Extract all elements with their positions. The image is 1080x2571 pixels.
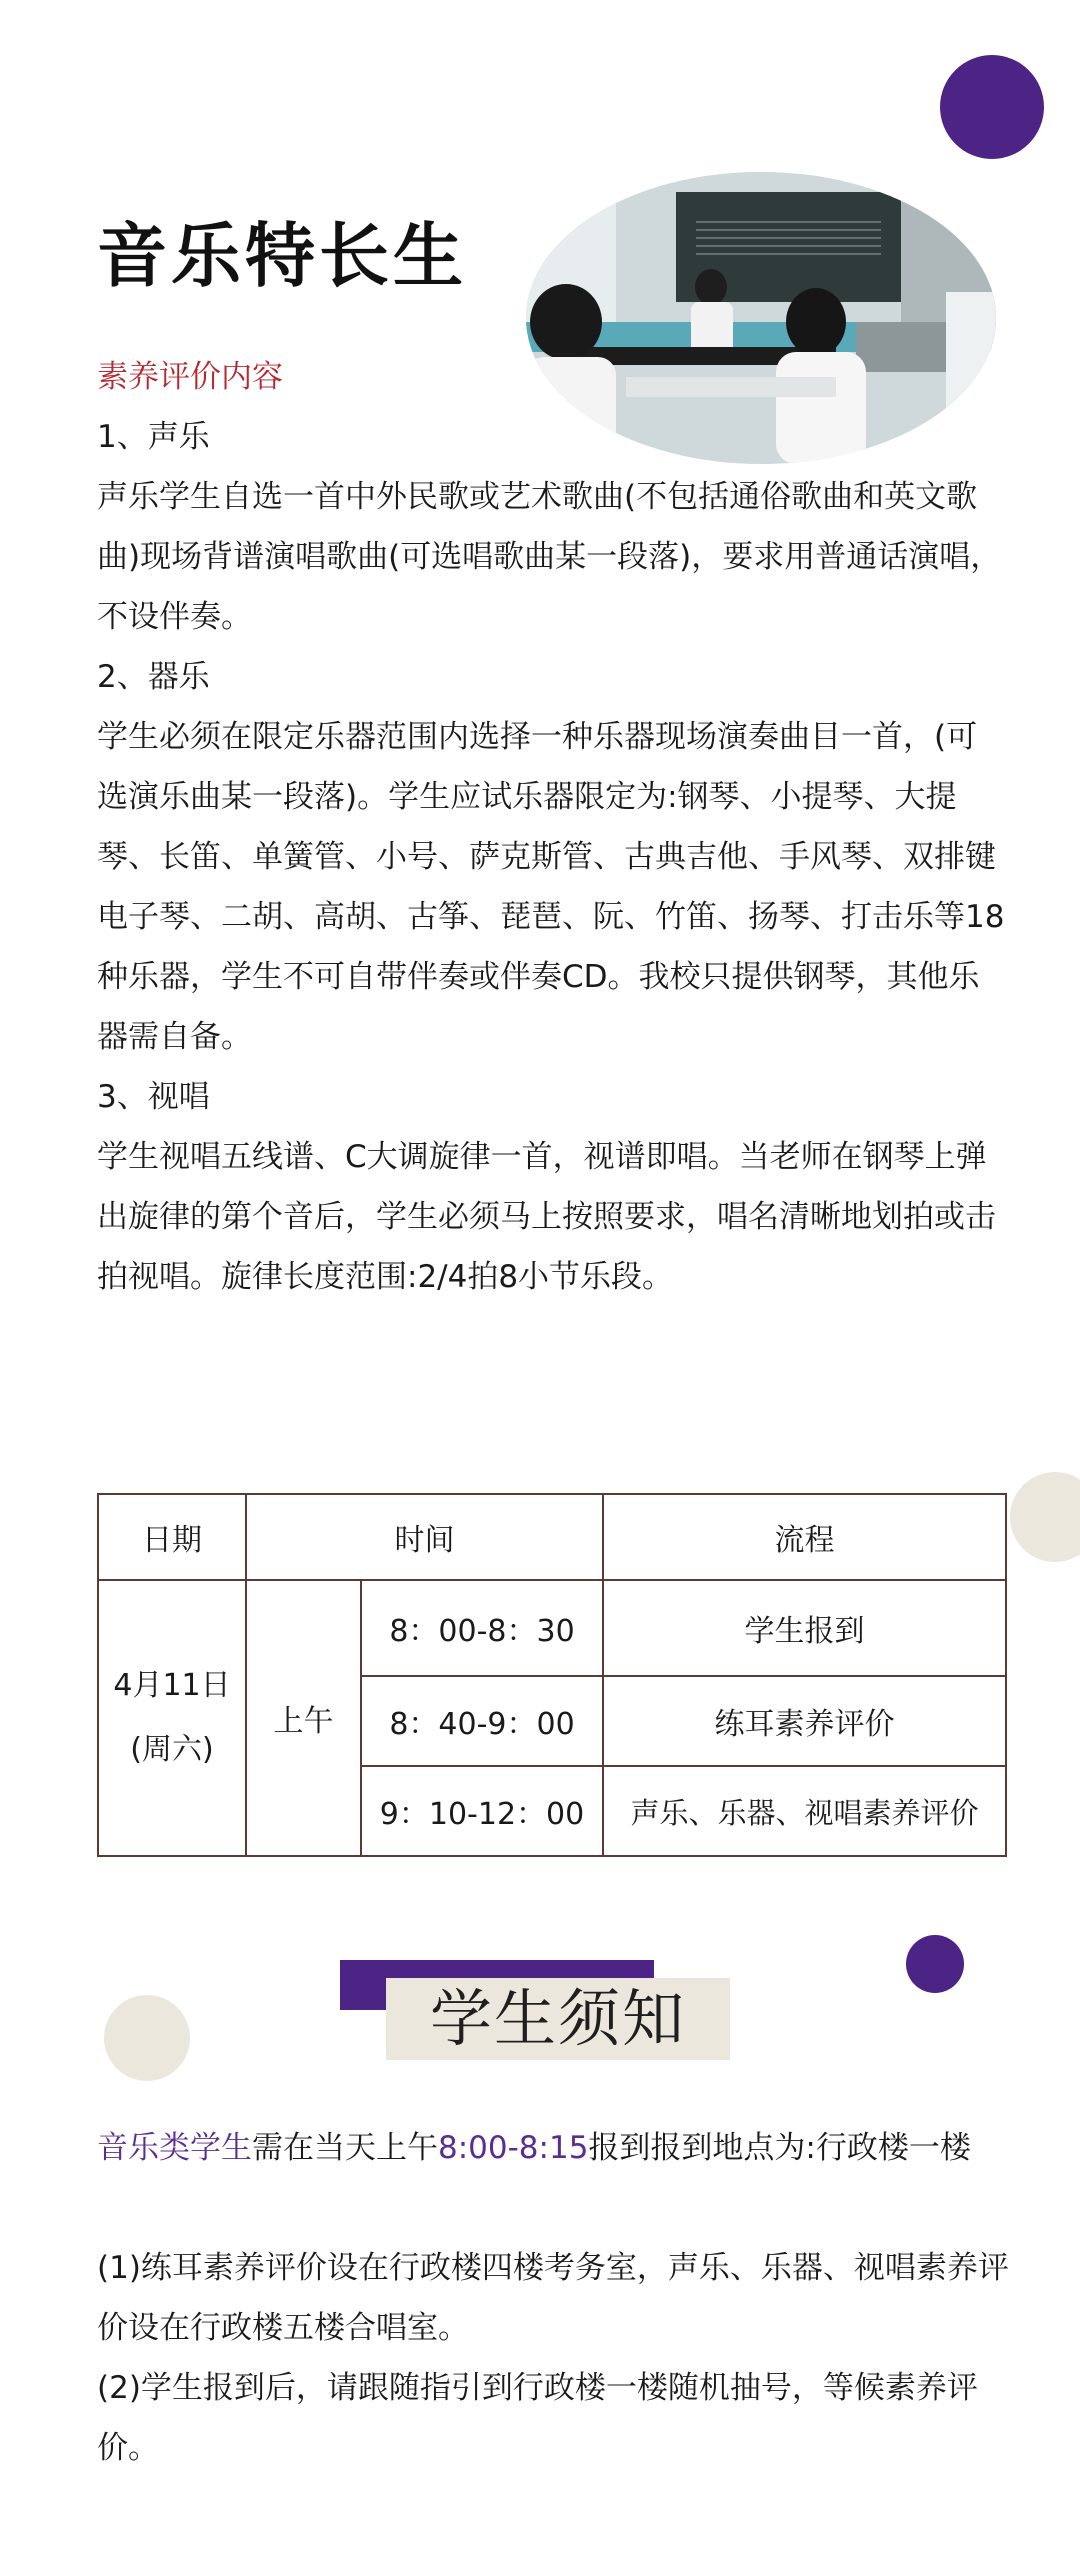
page-title: 音乐特长生 bbox=[97, 215, 467, 297]
spacer bbox=[97, 2178, 1009, 2238]
decorative-circle-beige-left bbox=[104, 1995, 190, 2081]
notice-intro bbox=[97, 2118, 1009, 2178]
time-cell: 8：40-9：00 bbox=[361, 1676, 603, 1766]
header-time: 时间 bbox=[246, 1494, 603, 1580]
time-cell: 9：10-12：00 bbox=[361, 1766, 603, 1856]
notice-report-time: 8:00-8:15 bbox=[438, 2130, 589, 2166]
notice-highlight: 音乐类学生 bbox=[97, 2130, 252, 2166]
decorative-circle-beige-right bbox=[1010, 1472, 1080, 1562]
notice-intro-location: 报到报到地点为:行政楼一楼 bbox=[588, 2130, 971, 2166]
notice-item-2: (2)学生报到后，请跟随指引到行政楼一楼随机抽号，等候素养评价。 bbox=[97, 2370, 978, 2466]
section-heading: 素养评价内容 bbox=[97, 359, 283, 395]
process-cell: 声乐、乐器、视唱素养评价 bbox=[603, 1766, 1006, 1856]
sightsing-body: 学生视唱五线谱、C大调旋律一首，视谱即唱。当老师在钢琴上弹出旋律的第个音后，学生必须马上按照要求，唱名清晰地划拍或击拍视唱。旋律长度范围:2/4拍8小节乐段。 bbox=[97, 1139, 996, 1295]
period-cell: 上午 bbox=[246, 1580, 361, 1856]
vocal-heading: 1、声乐 bbox=[97, 419, 210, 455]
schedule-table bbox=[97, 1493, 1007, 1857]
date-line: 4月11日 bbox=[113, 1668, 231, 1703]
instrument-heading: 2、器乐 bbox=[97, 659, 210, 695]
table-row bbox=[98, 1580, 1006, 1676]
process-cell: 学生报到 bbox=[603, 1580, 1006, 1676]
notice-intro-text: 需在当天上午 bbox=[252, 2130, 438, 2166]
notice-content bbox=[97, 2118, 1009, 2478]
instrument-body: 学生必须在限定乐器范围内选择一种乐器现场演奏曲目一首，(可选演乐曲某一段落)。学生应试乐器限定为:钢琴、小提琴、大提琴、长笛、单簧管、小号、萨克斯管、古典吉他、手风琴、双排键电子琴、二胡、高胡、古筝、琵琶、阮、竹笛、扬琴、打击乐等18种乐器，学生不可自带伴奏或伴奏CD。我校只提供钢琴，其他乐器需自备。 bbox=[97, 719, 1005, 1055]
evaluation-content bbox=[97, 347, 1007, 1307]
date-cell bbox=[98, 1580, 246, 1856]
header-process: 流程 bbox=[603, 1494, 1006, 1580]
sightsing-heading: 3、视唱 bbox=[97, 1079, 210, 1115]
header-date: 日期 bbox=[98, 1494, 246, 1580]
table-header-row bbox=[98, 1494, 1006, 1580]
vocal-body: 声乐学生自选一首中外民歌或艺术歌曲(不包括通俗歌曲和英文歌曲)现场背谱演唱歌曲(可选唱歌曲某一段落)，要求用普通话演唱，不设伴奏。 bbox=[97, 479, 1002, 635]
notice-item-1: (1)练耳素养评价设在行政楼四楼考务室，声乐、乐器、视唱素养评价设在行政楼五楼合唱室。 bbox=[97, 2250, 1009, 2346]
weekday-line: (周六) bbox=[130, 1732, 214, 1767]
decorative-circle-purple-small bbox=[906, 1935, 964, 1993]
process-cell: 练耳素养评价 bbox=[603, 1676, 1006, 1766]
notice-title: 学生须知 bbox=[429, 1982, 686, 2055]
decorative-circle-purple-top bbox=[940, 55, 1044, 159]
time-cell: 8：00-8：30 bbox=[361, 1580, 603, 1676]
